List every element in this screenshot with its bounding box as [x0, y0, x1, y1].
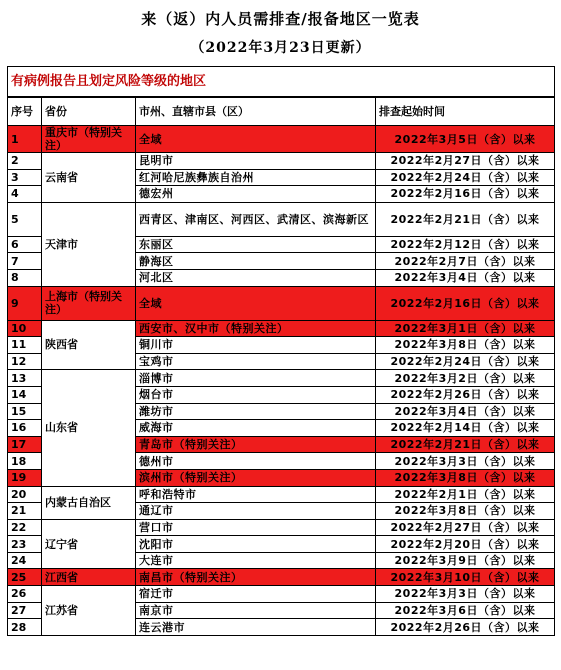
city-cell: 潍坊市: [136, 403, 376, 420]
city-cell: 西青区、津南区、河西区、武清区、滨海新区: [136, 202, 376, 236]
city-cell: 大连市: [136, 552, 376, 569]
province-cell: 天津市: [42, 202, 136, 286]
province-cell: 云南省: [42, 153, 136, 203]
page-title: 来（返）内人员需排查/报备地区一览表: [141, 10, 420, 28]
city-cell: 西安市、汉中市（特别关注）: [136, 320, 376, 337]
date-cell: 2022年2月21日（含）以来: [376, 202, 555, 236]
col-header-date: 排查起始时间: [376, 97, 555, 126]
table-row: [8, 153, 555, 170]
table-row: [8, 286, 555, 320]
row-number: 25: [8, 569, 42, 586]
city-cell: 烟台市: [136, 386, 376, 403]
date-cell: 2022年2月12日（含）以来: [376, 236, 555, 253]
date-cell: 2022年2月21日（含）以来: [376, 436, 555, 453]
city-cell: 宝鸡市: [136, 353, 376, 370]
city-cell: 威海市: [136, 420, 376, 437]
col-header-no: 序号: [8, 97, 42, 126]
city-cell: 呼和浩特市: [136, 486, 376, 503]
province-cell: 山东省: [42, 370, 136, 486]
date-cell: 2022年2月27日（含）以来: [376, 519, 555, 536]
row-number: 11: [8, 337, 42, 354]
city-cell: 全域: [136, 126, 376, 153]
page-subtitle: （2022年3月23日更新）: [190, 40, 371, 56]
city-cell: 青岛市（特别关注）: [136, 436, 376, 453]
city-cell: 宿迁市: [136, 586, 376, 603]
date-cell: 2022年3月4日（含）以来: [376, 403, 555, 420]
date-cell: 2022年2月16日（含）以来: [376, 186, 555, 203]
table-row: [8, 519, 555, 536]
province-cell: 上海市（特别关注）: [42, 286, 136, 320]
date-cell: 2022年2月24日（含）以来: [376, 169, 555, 186]
date-cell: 2022年3月1日（含）以来: [376, 320, 555, 337]
city-cell: 通辽市: [136, 503, 376, 520]
row-number: 12: [8, 353, 42, 370]
row-number: 21: [8, 503, 42, 520]
date-cell: 2022年3月8日（含）以来: [376, 503, 555, 520]
row-number: 10: [8, 320, 42, 337]
province-cell: 内蒙古自治区: [42, 486, 136, 519]
table-header: [8, 97, 555, 126]
city-cell: 南京市: [136, 602, 376, 619]
row-number: 6: [8, 236, 42, 253]
date-cell: 2022年3月8日（含）以来: [376, 469, 555, 486]
province-cell: 江西省: [42, 569, 136, 586]
row-number: 23: [8, 536, 42, 553]
date-cell: 2022年3月3日（含）以来: [376, 586, 555, 603]
city-cell: 沈阳市: [136, 536, 376, 553]
date-cell: 2022年3月5日（含）以来: [376, 126, 555, 153]
table-row: [8, 486, 555, 503]
city-cell: 德宏州: [136, 186, 376, 203]
row-number: 13: [8, 370, 42, 387]
risk-area-table: [7, 66, 555, 636]
city-cell: 静海区: [136, 253, 376, 270]
city-cell: 东丽区: [136, 236, 376, 253]
row-number: 26: [8, 586, 42, 603]
col-header-city: 市州、直辖市县（区）: [136, 97, 376, 126]
table-row: [8, 370, 555, 387]
row-number: 22: [8, 519, 42, 536]
date-cell: 2022年2月20日（含）以来: [376, 536, 555, 553]
city-cell: 连云港市: [136, 619, 376, 636]
date-cell: 2022年2月7日（含）以来: [376, 253, 555, 270]
city-cell: 滨州市（特别关注）: [136, 469, 376, 486]
city-cell: 南昌市（特别关注）: [136, 569, 376, 586]
row-number: 9: [8, 286, 42, 320]
date-cell: 2022年3月9日（含）以来: [376, 552, 555, 569]
row-number: 7: [8, 253, 42, 270]
date-cell: 2022年3月3日（含）以来: [376, 453, 555, 470]
city-cell: 营口市: [136, 519, 376, 536]
date-cell: 2022年2月24日（含）以来: [376, 353, 555, 370]
row-number: 14: [8, 386, 42, 403]
row-number: 4: [8, 186, 42, 203]
date-cell: 2022年2月26日（含）以来: [376, 386, 555, 403]
row-number: 16: [8, 420, 42, 437]
table-row: [8, 202, 555, 236]
row-number: 1: [8, 126, 42, 153]
city-cell: 铜川市: [136, 337, 376, 354]
date-cell: 2022年3月6日（含）以来: [376, 602, 555, 619]
date-cell: 2022年2月26日（含）以来: [376, 619, 555, 636]
province-cell: 重庆市（特别关注）: [42, 126, 136, 153]
row-number: 24: [8, 552, 42, 569]
table-row: [8, 320, 555, 337]
col-header-province: 省份: [42, 97, 136, 126]
row-number: 15: [8, 403, 42, 420]
row-number: 27: [8, 602, 42, 619]
date-cell: 2022年2月1日（含）以来: [376, 486, 555, 503]
date-cell: 2022年2月16日（含）以来: [376, 286, 555, 320]
row-number: 19: [8, 469, 42, 486]
date-cell: 2022年3月8日（含）以来: [376, 337, 555, 354]
date-cell: 2022年3月10日（含）以来: [376, 569, 555, 586]
date-cell: 2022年3月4日（含）以来: [376, 269, 555, 286]
city-cell: 德州市: [136, 453, 376, 470]
row-number: 3: [8, 169, 42, 186]
table-row: [8, 126, 555, 153]
row-number: 2: [8, 153, 42, 170]
section-title: 有病例报告且划定风险等级的地区: [8, 67, 555, 98]
province-cell: 陕西省: [42, 320, 136, 370]
row-number: 28: [8, 619, 42, 636]
row-number: 5: [8, 202, 42, 236]
row-number: 17: [8, 436, 42, 453]
city-cell: 河北区: [136, 269, 376, 286]
province-cell: 辽宁省: [42, 519, 136, 569]
date-cell: 2022年2月14日（含）以来: [376, 420, 555, 437]
row-number: 20: [8, 486, 42, 503]
city-cell: 全域: [136, 286, 376, 320]
table-row: [8, 569, 555, 586]
city-cell: 昆明市: [136, 153, 376, 170]
table-row: [8, 586, 555, 603]
row-number: 18: [8, 453, 42, 470]
date-cell: 2022年3月2日（含）以来: [376, 370, 555, 387]
date-cell: 2022年2月27日（含）以来: [376, 153, 555, 170]
city-cell: 淄博市: [136, 370, 376, 387]
city-cell: 红河哈尼族彝族自治州: [136, 169, 376, 186]
province-cell: 江苏省: [42, 586, 136, 636]
row-number: 8: [8, 269, 42, 286]
